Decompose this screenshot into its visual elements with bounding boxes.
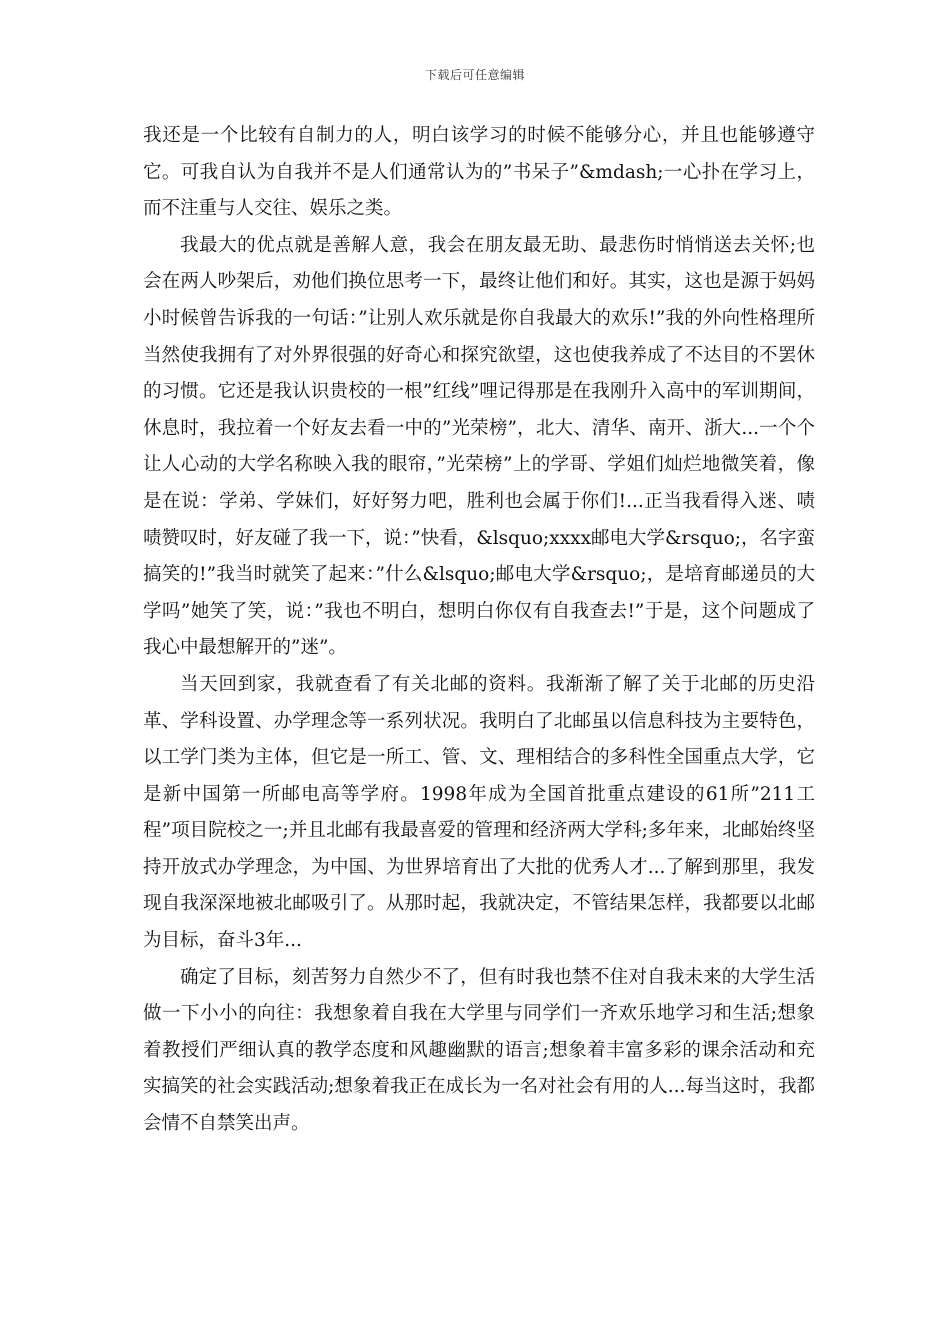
document-body [143, 118, 815, 1143]
page-header: 下载后可任意编辑 [424, 68, 525, 82]
paragraph-4: 确定了目标，刻苦努力自然少不了，但有时我也禁不住对自我未来的大学生活做一下小小的向往：我想象着自我在大学里与同学们一齐欢乐地学习和生活;想象着教授们严细认真的教学态度和风趣幽默的语言;想象着丰富多彩的课余活动和充实搞笑的社会实践活动;想象着我正在成长为一名对社会有用的人...每当这时，我都会情不自禁笑出声。 [143, 966, 815, 1135]
paragraph-1: 我还是一个比较有自制力的人，明白该学习的时候不能够分心，并且也能够遵守它。可我自认为自我并不是人们通常认为的”书呆子”&mdash;一心扑在学习上，而不注重与人交往、娱乐之类。 [143, 125, 815, 220]
paragraph-2: 我最大的优点就是善解人意，我会在朋友最无助、最悲伤时悄悄送去关怀;也会在两人吵架后，劝他们换位思考一下，最终让他们和好。其实，这也是源于妈妈小时候曾告诉我的一句话：”让别人欢乐就是你自我最大的欢乐!”我的外向性格理所当然使我拥有了对外界很强的好奇心和探究欲望，这也使我养成了不达目的不罢休的习惯。它还是我认识贵校的一根”红线”哩记得那是在我刚升入高中的军训期间，休息时，我拉着一个好友去看一中的”光荣榜”，北大、清华、南开、浙大...一个个让人心动的大学名称映入我的眼帘，”光荣榜”上的学哥、学姐们灿烂地微笑着，像是在说：学弟、学妹们，好好努力吧，胜利也会属于你们!...正当我看得入迷、啧啧赞叹时，好友碰了我一下，说：”快看，&lsquo;xxxx邮电大学&rsquo;，名字蛮搞笑的!”我当时就笑了起来：”什么&lsquo;邮电大学&rsquo;，是培育邮递员的大学吗”她笑了笑，说：”我也不明白，想明白你仅有自我查去!”于是，这个问题成了我心中最想解开的”迷”。 [143, 234, 815, 659]
paragraph-3: 当天回到家，我就查看了有关北邮的资料。我渐渐了解了关于北邮的历史沿革、学科设置、办学理念等一系列状况。我明白了北邮虽以信息科技为主要特色，以工学门类为主体，但它是一所工、管、文、理相结合的多科性全国重点大学，它是新中国第一所邮电高等学府。1998年成为全国首批重点建设的61所”211工程”项目院校之一;并且北邮有我最喜爱的管理和经济两大学科;多年来，北邮始终坚持开放式办学理念，为中国、为世界培育出了大批的优秀人才...了解到那里，我发现自我深深地被北邮吸引了。从那时起，我就决定，不管结果怎样，我都要以北邮为目标，奋斗3年... [143, 673, 815, 952]
